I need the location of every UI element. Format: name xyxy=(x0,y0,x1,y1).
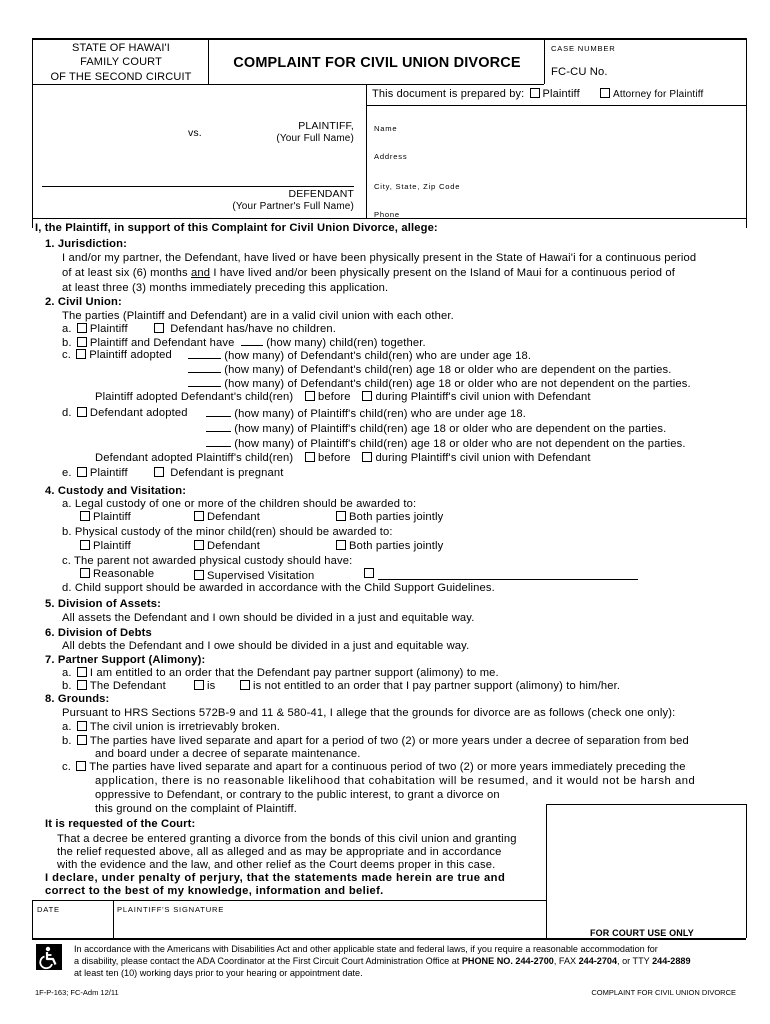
s4c-supervised-label: Supervised Visitation xyxy=(207,570,315,582)
defendant-name-input[interactable] xyxy=(42,168,352,184)
prepared-attorney-label: Attorney for Plaintiff xyxy=(613,89,704,100)
s4b-plaintiff-label: Plaintiff xyxy=(93,540,131,552)
s8c-checkbox[interactable] xyxy=(76,761,86,771)
s2d-line-4 xyxy=(95,452,591,465)
contact-city-label: City, State, Zip Code xyxy=(374,182,461,191)
s4a-text: a. Legal custody of one or more of the children should be awarded to: xyxy=(62,498,417,510)
s2d-during-label: during Plaintiff's civil union with Defendant xyxy=(375,452,591,464)
s2d-checkbox[interactable] xyxy=(77,407,87,417)
defendant-name-line xyxy=(42,186,354,187)
s4c-other-line xyxy=(378,579,638,580)
s4a-defendant-checkbox[interactable] xyxy=(194,511,204,521)
section-8-title: 8. Grounds: xyxy=(45,693,110,705)
s7b-row xyxy=(62,680,166,693)
s4b-defendant-label: Defendant xyxy=(207,540,260,552)
prepared-by-label: This document is prepared by: xyxy=(372,88,525,100)
signature-top-rule xyxy=(32,900,546,901)
s2d-label: Defendant adopted xyxy=(89,407,188,419)
s4b-plaintiff-checkbox[interactable] xyxy=(80,540,90,550)
section-1-line-2 xyxy=(62,267,675,280)
court-line-3: OF THE SECOND CIRCUIT xyxy=(50,71,192,83)
s8c-line-3: oppressive to Defendant, or contrary to the public interest, to grant a divorce on xyxy=(95,789,500,801)
case-number-input[interactable] xyxy=(616,64,741,80)
ada-tty: 244-2889 xyxy=(652,956,691,966)
court-use-right-border xyxy=(746,804,747,938)
section-1-line-3: at least three (3) months immediately preceding this application. xyxy=(62,282,389,294)
date-input[interactable] xyxy=(37,914,109,934)
ada-l2a: a disability, please contact the ADA Coordinator at the First Circuit Court Administration Office at xyxy=(74,956,462,966)
section-6-title: 6. Division of Debts xyxy=(45,627,152,639)
header-bottom-rule xyxy=(32,84,544,85)
s4a-defendant-label: Defendant xyxy=(207,511,260,523)
s4b-text: b. Physical custody of the minor child(ren) should be awarded to: xyxy=(62,526,393,538)
prepared-rule xyxy=(366,105,746,106)
s2d-count-3[interactable] xyxy=(206,437,231,447)
s2c-l4: Plaintiff adopted Defendant's child(ren) xyxy=(95,391,294,403)
s2b-letter: b. xyxy=(62,337,72,349)
section-7-title: 7. Partner Support (Alimony): xyxy=(45,654,206,666)
s2b-tail: (how many) child(ren) together. xyxy=(266,337,426,349)
s7b-is-checkbox[interactable] xyxy=(194,680,204,690)
s2d-l1: (how many) of Plaintiff's child(ren) who are under age 18. xyxy=(234,408,526,420)
s2c-line-2 xyxy=(188,363,672,377)
contact-address-input[interactable] xyxy=(420,145,740,161)
signature-left-border xyxy=(32,900,33,938)
s2c-checkbox[interactable] xyxy=(76,349,86,359)
s2c-row xyxy=(62,349,172,362)
ada-fax: 244-2704 xyxy=(578,956,618,966)
section-2-line-1: The parties (Plaintiff and Defendant) are in a valid civil union with each other. xyxy=(62,310,454,322)
s4b-defendant-checkbox[interactable] xyxy=(194,540,204,550)
prepared-plaintiff-label: Plaintiff xyxy=(542,88,580,100)
date-label: DATE xyxy=(37,905,60,914)
s2a-defendant-checkbox[interactable] xyxy=(154,323,164,333)
s2c-line-3 xyxy=(188,377,691,391)
ada-phone: PHONE NO. 244-2700 xyxy=(461,956,554,966)
court-use-label: FOR COURT USE ONLY xyxy=(590,928,694,938)
request-line-3: with the evidence and the law, and other relief as the Court deems proper in this case. xyxy=(57,859,496,871)
s4a-both-checkbox[interactable] xyxy=(336,511,346,521)
ada-l2c: , or TTY xyxy=(617,956,653,966)
s4b-both-checkbox[interactable] xyxy=(336,540,346,550)
s2a-defendant xyxy=(152,323,336,336)
request-line-1: That a decree be entered granting a divorce from the bonds of this civil union and granting xyxy=(57,833,517,845)
s2c-label: Plaintiff adopted xyxy=(89,349,172,361)
s8c-label: The parties have lived separate and apart for a continuous period of two (2) or more years immediately preceding the xyxy=(89,761,686,773)
top-border xyxy=(32,38,746,40)
s2d-during-checkbox[interactable] xyxy=(362,452,372,462)
s4a-plaintiff-checkbox[interactable] xyxy=(80,511,90,521)
contact-name-input[interactable] xyxy=(420,117,740,133)
s7b-isnot-checkbox[interactable] xyxy=(240,680,250,690)
contact-phone-input[interactable] xyxy=(420,202,740,217)
s8a-row xyxy=(62,721,280,734)
s2a-defendant-label: Defendant has/have no children. xyxy=(170,323,337,335)
s4c-text: c. The parent not awarded physical custody should have: xyxy=(62,555,353,567)
s1-l2b: I have lived and/or been physically present on the Island of Maui for a continuous period of xyxy=(210,267,675,279)
s2c-l3: (how many) of Defendant's child(ren) age 18 or older who are not dependent on the parties. xyxy=(224,378,691,390)
s2c-l2: (how many) of Defendant's child(ren) age 18 or older who are dependent on the parties. xyxy=(224,364,672,376)
s2d-l2: (how many) of Plaintiff's child(ren) age 18 or older who are dependent on the parties. xyxy=(234,423,667,435)
s7b-defendant-checkbox[interactable] xyxy=(77,680,87,690)
s7b-is-label: is xyxy=(207,680,216,692)
case-number-prefix: FC-CU No. xyxy=(551,66,608,78)
s4c-other xyxy=(362,568,377,581)
section-2-title: 2. Civil Union: xyxy=(45,296,122,308)
signature-input[interactable] xyxy=(117,914,541,934)
declaration-line-2: correct to the best of my knowledge, information and belief. xyxy=(45,885,384,897)
s2d-l4: Defendant adopted Plaintiff's child(ren) xyxy=(95,452,294,464)
s7a-row xyxy=(62,667,499,680)
s4a-both xyxy=(334,511,443,524)
contact-address-label: Address xyxy=(374,152,408,161)
case-number-label: CASE NUMBER xyxy=(551,44,616,53)
court-use-left-border xyxy=(546,804,547,938)
s2d-line-2 xyxy=(206,422,666,436)
s1-and: and xyxy=(191,267,211,279)
request-title: It is requested of the Court: xyxy=(45,818,196,830)
footer-form-name: COMPLAINT FOR CIVIL UNION DIVORCE xyxy=(591,988,736,997)
s4b-defendant xyxy=(192,540,260,553)
s7a-letter: a. xyxy=(62,667,72,679)
section-8-line-1: Pursuant to HRS Sections 572B-9 and 11 & 580-41, I allege that the grounds for divorce are as follows (check one only): xyxy=(62,707,676,719)
s4b-both-label: Both parties jointly xyxy=(349,540,444,552)
s2e-defendant-label: Defendant is pregnant xyxy=(170,467,284,479)
s4c-reasonable xyxy=(78,568,154,581)
s2c-line-1 xyxy=(188,349,531,363)
s2b-row xyxy=(62,336,426,350)
s4c-reasonable-label: Reasonable xyxy=(93,568,155,580)
s8b-letter: b. xyxy=(62,735,72,747)
ada-line-2 xyxy=(74,955,691,967)
s2c-letter: c. xyxy=(62,349,72,361)
s2b-label: Plaintiff and Defendant have xyxy=(89,337,235,349)
s2d-line-3 xyxy=(206,437,686,451)
s1-l2a: of at least six (6) months xyxy=(62,267,192,279)
ada-l2b: , FAX xyxy=(553,956,579,966)
s7b-isnot xyxy=(238,680,620,693)
s4a-plaintiff-label: Plaintiff xyxy=(93,511,131,523)
s7b-letter: b. xyxy=(62,680,72,692)
ada-line-3: at least ten (10) working days prior to your hearing or appointment date. xyxy=(74,968,363,978)
s2d-letter: d. xyxy=(62,407,72,419)
s8c-letter: c. xyxy=(62,761,72,773)
s2d-count-1[interactable] xyxy=(206,407,231,417)
s8b-line-2: and board under a decree of separate maintenance. xyxy=(95,748,361,760)
s2a-letter: a. xyxy=(62,323,72,335)
s2d-before-label: before xyxy=(318,452,351,464)
header-divider-1 xyxy=(208,38,209,84)
signature-divider xyxy=(113,900,114,938)
form-code: 1F-P-163; FC-Adm 12/11 xyxy=(35,988,119,997)
s7a-checkbox[interactable] xyxy=(77,667,87,677)
left-border xyxy=(32,38,33,228)
wheelchair-icon xyxy=(36,944,62,970)
s2b-checkbox[interactable] xyxy=(77,337,87,347)
s4a-defendant xyxy=(192,511,260,524)
s2d-count-2[interactable] xyxy=(206,422,231,432)
s8c-row xyxy=(62,761,686,774)
s2c-l1: (how many) of Defendant's child(ren) who are under age 18. xyxy=(224,350,532,362)
intro-statement: I, the Plaintiff, in support of this Complaint for Civil Union Divorce, allege: xyxy=(35,222,438,234)
s2c-count-2[interactable] xyxy=(188,363,221,373)
prepared-attorney-checkbox[interactable] xyxy=(600,88,610,98)
caption-divider xyxy=(366,84,367,218)
s8b-label: The parties have lived separate and apart for a period of two (2) or more years under a decree of separation from bed xyxy=(89,735,689,747)
s2d-l3: (how many) of Plaintiff's child(ren) age 18 or older who are not dependent on the parties. xyxy=(234,438,686,450)
section-4-title: 4. Custody and Visitation: xyxy=(45,485,187,497)
s2c-during-checkbox[interactable] xyxy=(362,391,372,401)
s8a-label: The civil union is irretrievably broken. xyxy=(89,721,280,733)
defendant-hint: (Your Partner's Full Name) xyxy=(232,201,354,212)
s2e-row xyxy=(62,467,128,480)
defendant-label: DEFENDANT xyxy=(288,188,354,200)
s8a-letter: a. xyxy=(62,721,72,733)
signature-label: PLAINTIFF'S SIGNATURE xyxy=(117,905,225,914)
declaration-line-1: I declare, under penalty of perjury, that the statements made herein are true and xyxy=(45,872,506,884)
s4b-plaintiff xyxy=(78,540,131,553)
ada-line-1: In accordance with the Americans with Disabilities Act and other applicable state and federal laws, if you require a reasonable accommodation for xyxy=(74,944,658,954)
s2c-count-1[interactable] xyxy=(188,349,221,359)
s4c-supervised-checkbox[interactable] xyxy=(194,570,204,580)
form-title: COMPLAINT FOR CIVIL UNION DIVORCE xyxy=(233,55,521,71)
header-divider-2 xyxy=(544,38,545,84)
section-6-text: All debts the Defendant and I owe should be divided in a just and equitable way. xyxy=(62,640,470,652)
court-use-top-border xyxy=(546,804,746,805)
s8a-checkbox[interactable] xyxy=(77,721,87,731)
prepared-attorney xyxy=(598,88,703,101)
s2c-line-4 xyxy=(95,391,591,404)
s2e-letter: e. xyxy=(62,467,72,479)
wheelchair-icon-svg xyxy=(36,944,62,970)
s8c-line-4: this ground on the complaint of Plaintiff. xyxy=(95,803,297,815)
s8c-line-2: application, there is no reasonable likelihood that cohabitation will be resumed, and it would not be harsh and xyxy=(95,775,696,787)
prepared-by-line xyxy=(372,88,580,101)
prepared-plaintiff-checkbox[interactable] xyxy=(530,88,540,98)
contact-name-label: Name xyxy=(374,124,398,133)
s2a-plaintiff-label: Plaintiff xyxy=(89,323,128,335)
s2a-plaintiff-checkbox[interactable] xyxy=(77,323,87,333)
s2c-during-label: during Plaintiff's civil union with Defendant xyxy=(375,391,591,403)
section-1-title: 1. Jurisdiction: xyxy=(45,238,127,250)
s2c-before-checkbox[interactable] xyxy=(305,391,315,401)
s4c-reasonable-checkbox[interactable] xyxy=(80,568,90,578)
s4a-plaintiff xyxy=(78,511,131,524)
s2c-before-label: before xyxy=(318,391,351,403)
s2b-count-blank[interactable] xyxy=(241,336,263,346)
court-line-1: STATE OF HAWAI'I xyxy=(72,42,170,54)
request-line-2: the relief requested above, all as alleged and as may be appropriate and in accordance xyxy=(57,846,502,858)
s2e-plaintiff-checkbox[interactable] xyxy=(77,467,87,477)
section-5-text: All assets the Defendant and I own should be divided in a just and equitable way. xyxy=(62,612,475,624)
s4c-other-checkbox[interactable] xyxy=(364,568,374,578)
s2d-line-1 xyxy=(206,407,526,421)
s2a-row xyxy=(62,323,128,336)
s7a-label: I am entitled to an order that the Defendant pay partner support (alimony) to me. xyxy=(89,667,499,679)
section-5-title: 5. Division of Assets: xyxy=(45,598,162,610)
plaintiff-hint: (Your Full Name) xyxy=(276,133,354,144)
plaintiff-label: PLAINTIFF, xyxy=(298,120,354,132)
s2e-plaintiff-label: Plaintiff xyxy=(89,467,128,479)
s2d-row xyxy=(62,407,188,420)
s4d-text: d. Child support should be awarded in accordance with the Child Support Guidelines. xyxy=(62,582,495,594)
s8b-row xyxy=(62,735,689,748)
s7b-defendant-label: The Defendant xyxy=(89,680,166,692)
section-1-line-1: I and/or my partner, the Defendant, have lived or have been physically present in the State of Hawai'i for a continuous period xyxy=(62,252,697,264)
s7b-isnot-label: is not entitled to an order that I pay partner support (alimony) to him/her. xyxy=(253,680,621,692)
s2c-count-3[interactable] xyxy=(188,377,221,387)
s2e-defendant-checkbox[interactable] xyxy=(154,467,164,477)
s2d-before-checkbox[interactable] xyxy=(305,452,315,462)
court-line-2: FAMILY COURT xyxy=(80,56,162,68)
right-border xyxy=(746,38,747,228)
s7b-is xyxy=(192,680,215,693)
s2e-defendant xyxy=(152,467,284,480)
versus-label: vs. xyxy=(188,127,202,139)
s4b-both xyxy=(334,540,443,553)
s8b-checkbox[interactable] xyxy=(77,735,87,745)
s4a-both-label: Both parties jointly xyxy=(349,511,444,523)
contact-phone-label: Phone xyxy=(374,210,400,219)
contact-city-input[interactable] xyxy=(470,175,740,191)
